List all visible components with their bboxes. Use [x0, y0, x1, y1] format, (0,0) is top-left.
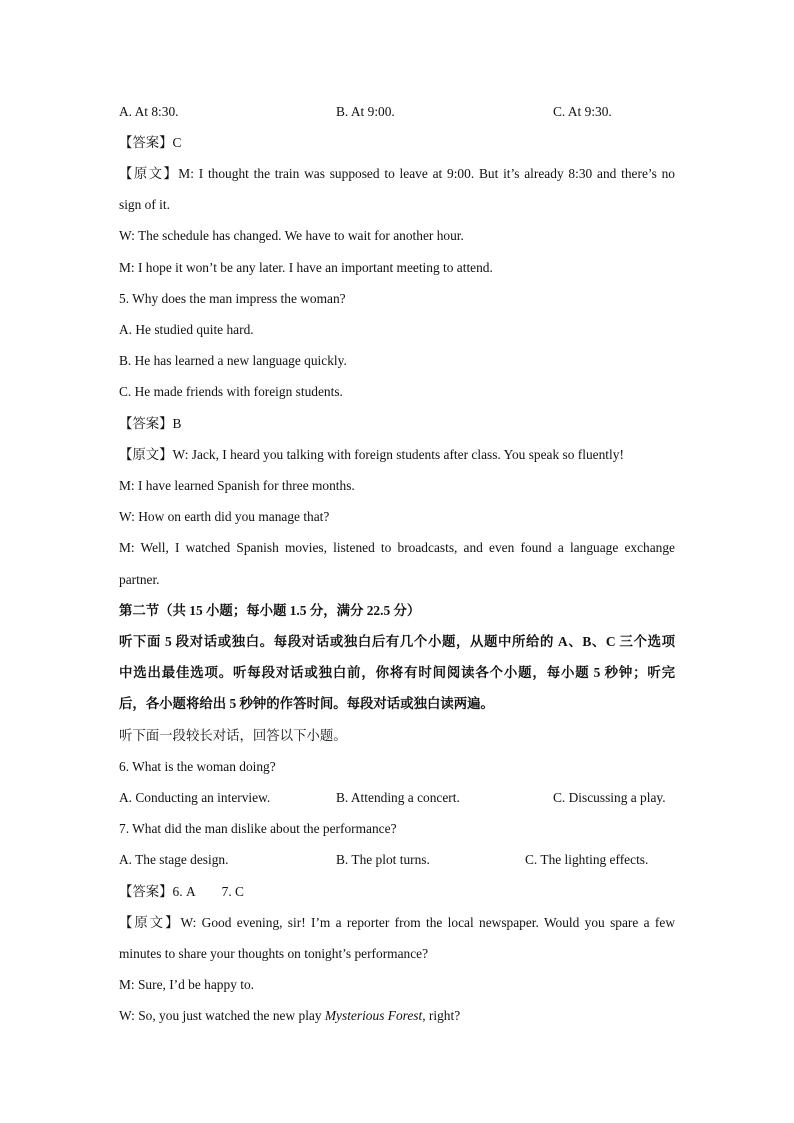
q5-option-b: B. He has learned a new language quickly. [119, 353, 347, 368]
q5-transcript-line: 【原文】W: Jack, I heard you talking with foreign students after class. You speak so fluently! [119, 447, 624, 462]
q5-option-c: C. He made friends with foreign students. [119, 384, 343, 399]
q4-transcript-line: 【原文】M: I thought the train was supposed to leave at 9:00. But it’s already 8:30 and there’s no [119, 166, 675, 181]
q6-option-b: B. Attending a concert. [336, 790, 460, 805]
q67-transcript-line: 【原文】W: Good evening, sir! I’m a reporter from the local newspaper. Would you spare a few [119, 915, 675, 930]
q6-question: 6. What is the woman doing? [119, 759, 276, 774]
q7-question: 7. What did the man dislike about the performance? [119, 821, 397, 836]
section-intro: 听下面一段较长对话，回答以下小题。 [119, 728, 347, 743]
q5-transcript-line: M: I have learned Spanish for three months. [119, 478, 355, 493]
transcript-prefix: W: So, you just watched the new play [119, 1008, 325, 1023]
transcript-suffix: , right? [422, 1008, 461, 1023]
q4-transcript-line: W: The schedule has changed. We have to wait for another hour. [119, 228, 464, 243]
section-heading: 第二节（共 15 小题；每小题 1.5 分，满分 22.5 分） [119, 603, 421, 618]
q67-transcript-line-with-title [119, 1007, 460, 1025]
q5-answer: 【答案】B [119, 416, 182, 431]
q7-option-c: C. The lighting effects. [525, 852, 649, 867]
q4-option-a: A. At 8:30. [119, 104, 179, 119]
q67-answer: 【答案】6. A 7. C [119, 884, 244, 899]
q4-option-c: C. At 9:30. [553, 104, 612, 119]
q5-transcript-line: partner. [119, 572, 160, 587]
q5-transcript-line: W: How on earth did you manage that? [119, 509, 330, 524]
q6-option-a: A. Conducting an interview. [119, 790, 271, 805]
q4-transcript-line: sign of it. [119, 197, 170, 212]
section-instructions-line: 听下面 5 段对话或独白。每段对话或独白后有几个小题，从题中所给的 A、B、C 三个选项 [119, 634, 675, 649]
q4-option-b: B. At 9:00. [336, 104, 395, 119]
q67-transcript-line: minutes to share your thoughts on tonight’s performance? [119, 946, 429, 961]
q4-answer: 【答案】C [119, 135, 182, 150]
q7-option-a: A. The stage design. [119, 852, 229, 867]
q5-transcript-line: M: Well, I watched Spanish movies, listened to broadcasts, and even found a language exchange [119, 540, 675, 555]
section-instructions-line: 后，各小题将给出 5 秒钟的作答时间。每段对话或独白读两遍。 [119, 696, 494, 711]
q4-transcript-line: M: I hope it won’t be any later. I have an important meeting to attend. [119, 260, 493, 275]
play-title: Mysterious Forest [324, 1008, 423, 1023]
q5-question: 5. Why does the man impress the woman? [119, 291, 346, 306]
section-instructions-line: 中选出最佳选项。听每段对话或独白前，你将有时间阅读各个小题，每小题 5 秒钟；听完 [119, 665, 675, 680]
q5-option-a: A. He studied quite hard. [119, 322, 254, 337]
q6-option-c: C. Discussing a play. [553, 790, 666, 805]
q67-transcript-line: M: Sure, I’d be happy to. [119, 977, 254, 992]
q7-option-b: B. The plot turns. [336, 852, 430, 867]
